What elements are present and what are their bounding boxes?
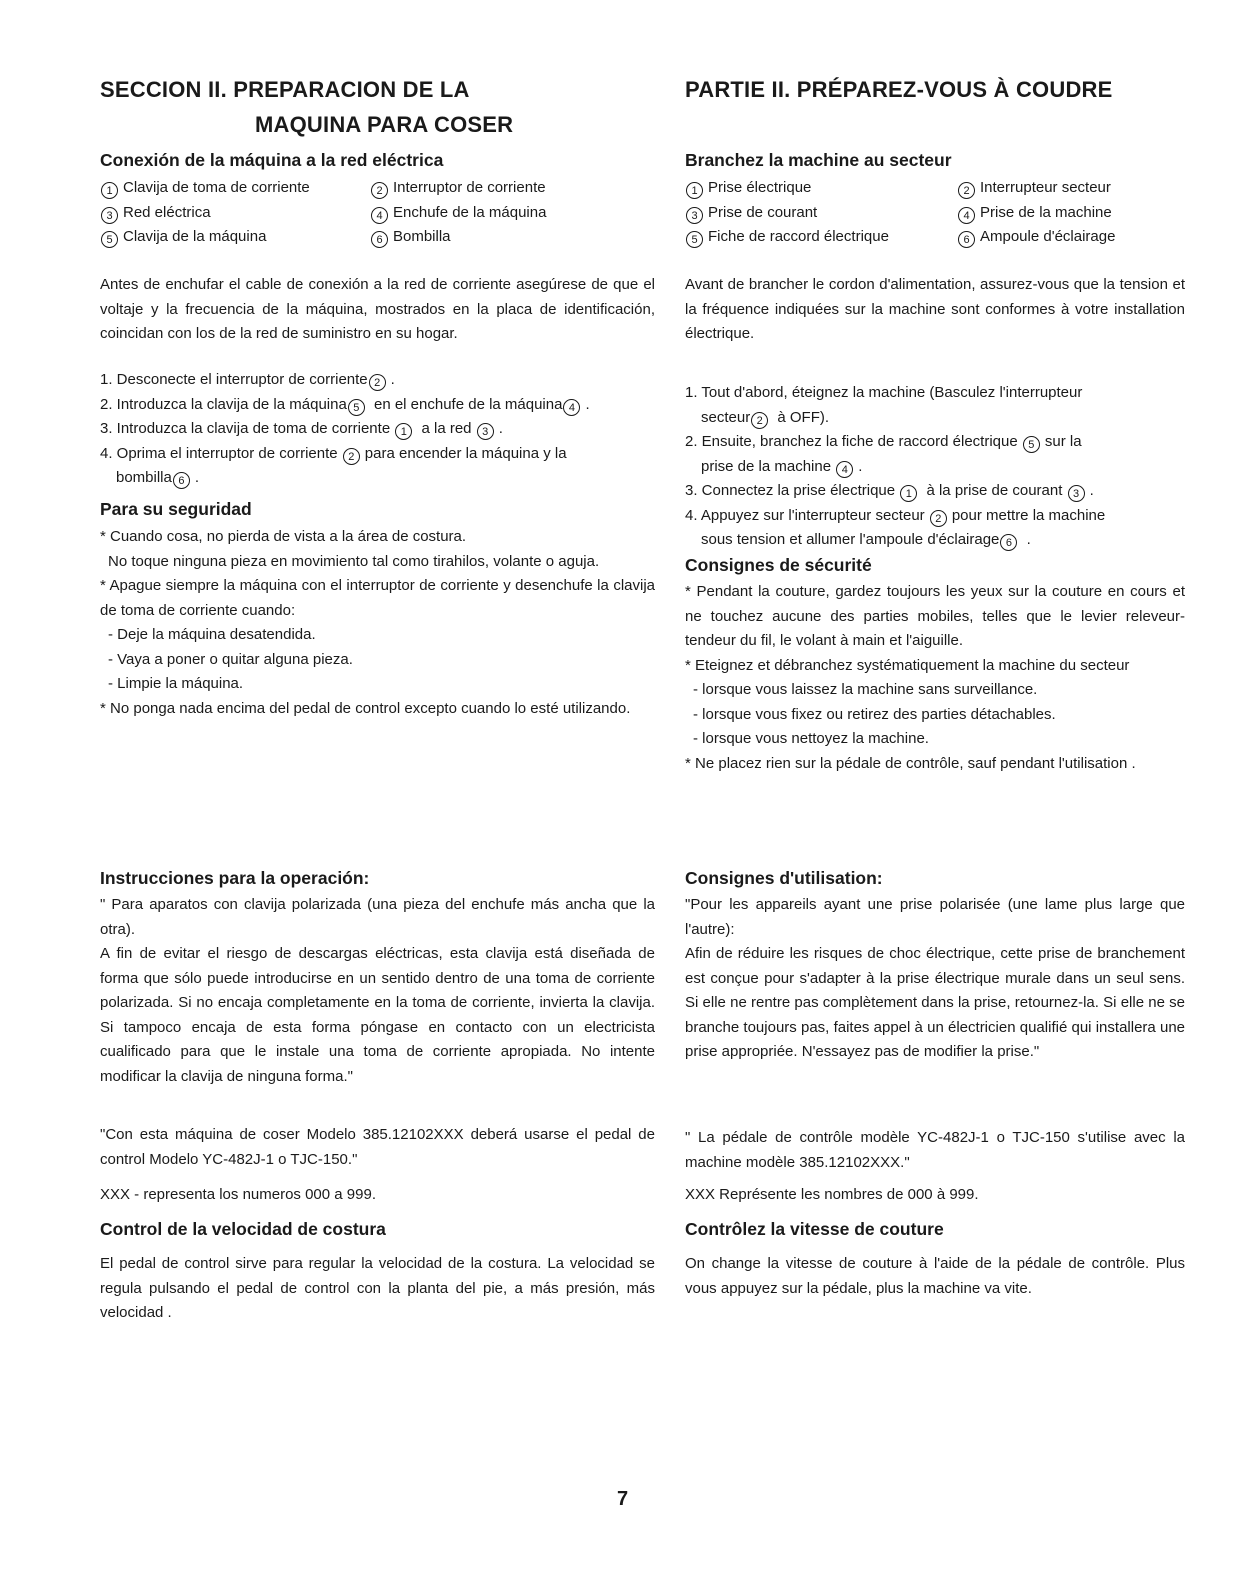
circled-number-icon: 6 [371, 231, 388, 248]
safety-bullet: * Ne placez rien sur la pédale de contrôle, sauf pendant l'utilisation . [685, 754, 1136, 772]
legend-item: 2 Interruptor de corriente [370, 176, 655, 201]
circled-number-icon: 5 [101, 231, 118, 248]
connect-heading: Conexión de la máquina a la red eléctrica [100, 150, 444, 170]
safety-list [685, 580, 1185, 776]
safety-subitem: - lorsque vous fixez ou retirez des parties détachables. [693, 705, 1056, 723]
safety-bullet: * Apague siempre la máquina con el interruptor de corriente y desenchufe la clavija de toma de corriente cuando: [100, 577, 655, 619]
circled-number-icon: 2 [751, 412, 768, 429]
legend-item: 5 Clavija de la máquina [100, 225, 370, 250]
operation-body [100, 893, 655, 1089]
step-item: 4. Appuyez sur l'interrupteur secteur 2 pour mettre la machine [685, 506, 1106, 525]
circled-number-icon: 2 [371, 182, 388, 199]
circled-number-icon: 6 [173, 472, 190, 489]
legend-item: 4 Prise de la machine [957, 201, 1185, 226]
step-item: 1. Tout d'abord, éteignez la machine (Basculez l'interrupteur [685, 384, 1083, 401]
circled-number-icon: 1 [900, 485, 917, 502]
section-title: PARTIE II. PRÉPAREZ-VOUS À COUDRE [685, 77, 1113, 102]
circled-number-icon: 2 [958, 182, 975, 199]
safety-subitem: - Limpie la máquina. [108, 675, 244, 692]
circled-number-icon: 4 [836, 461, 853, 478]
safety-list [100, 525, 655, 721]
circled-number-icon: 1 [101, 182, 118, 199]
page-number: 7 [616, 1488, 629, 1510]
circled-number-icon: 2 [343, 448, 360, 465]
circled-number-icon: 3 [101, 207, 118, 224]
circled-number-icon: 2 [369, 374, 386, 391]
circled-number-icon: 6 [1000, 534, 1017, 551]
circled-number-icon: 5 [686, 231, 703, 248]
step-item-continued: sous tension et allumer l'ampoule d'éclairage 6 . [701, 531, 1031, 549]
connect-intro: Antes de enchufar el cable de conexión a la red de corriente asegúrese de que el voltaje y la frecuencia de la máquina, mostrados en la placa de identificación, coincidan con los de la red de suministro en su hogar. [100, 276, 655, 342]
speed-heading: Control de la velocidad de costura [100, 1219, 386, 1239]
speed-body: El pedal de control sirve para regular la velocidad de la costura. La velocidad se regula pulsando el pedal de control con la planta del pie, a más presión, más velocidad . [100, 1255, 655, 1321]
circled-number-icon: 4 [563, 399, 580, 416]
circled-number-icon: 4 [371, 207, 388, 224]
parts-legend [100, 176, 655, 250]
connect-intro: Avant de brancher le cordon d'alimentation, assurez-vous que la tension et la fréquence indiquées sur la machine sont conformes à votre installation électrique. [685, 276, 1185, 342]
circled-number-icon: 3 [1068, 485, 1085, 502]
model-note: "Con esta máquina de coser Modelo 385.12102XXX deberá usarse el pedal de control Modelo YC-482J-1 o TJC-150." [100, 1126, 655, 1168]
step-item: 4. Oprima el interruptor de corriente 2 para encender la máquina y la [100, 444, 567, 463]
safety-bullet: * No ponga nada encima del pedal de control excepto cuando lo esté utilizando. [100, 699, 631, 717]
legend-item: 2 Interrupteur secteur [957, 176, 1185, 201]
step-item-continued: prise de la machine 4 . [701, 457, 863, 476]
section-title-line2: MAQUINA PARA COSER [255, 112, 514, 137]
legend-item: 1 Prise électrique [685, 176, 957, 201]
safety-subitem: - lorsque vous nettoyez la machine. [693, 730, 929, 747]
steps-list [100, 368, 655, 491]
safety-bullet: * Eteignez et débranchez systématiquement la machine du secteur [685, 656, 1130, 674]
steps-list [685, 381, 1185, 553]
legend-item: 6 Bombilla [370, 225, 655, 250]
safety-bullet: * Cuando cosa, no pierda de vista a la área de costura. [100, 528, 467, 545]
safety-heading: Consignes de sécurité [685, 555, 872, 575]
connect-heading: Branchez la machine au secteur [685, 150, 952, 170]
circled-number-icon: 5 [1023, 436, 1040, 453]
legend-item: 1 Clavija de toma de corriente [100, 176, 370, 201]
operation-heading: Consignes d'utilisation: [685, 868, 883, 888]
step-item-continued: secteur 2 à OFF). [701, 408, 830, 427]
step-item: 2. Ensuite, branchez la fiche de raccord électrique 5 sur la [685, 433, 1082, 451]
legend-item: 3 Prise de courant [685, 201, 957, 226]
circled-number-icon: 4 [958, 207, 975, 224]
circled-number-icon: 3 [477, 423, 494, 440]
safety-heading: Para su seguridad [100, 499, 252, 519]
circled-number-icon: 6 [958, 231, 975, 248]
operation-para: Afin de réduire les risques de choc électrique, cette prise de branchement est conçue pour s'adapter à la prise électrique murale dans un seul sens. Si elle ne rentre pas complètement dans la prise, retournez-la. Si elle ne se branche toujours pas, faites appel à un électricien qualifié qui installera une prise appropriée. N'essayez pas de modifier la prise." [685, 945, 1185, 1060]
operation-heading: Instrucciones para la operación: [100, 868, 370, 888]
safety-bullet: * Pendant la couture, gardez toujours les yeux sur la couture en cours et ne touchez aucune des parties mobiles, telles que le levier releveur-tendeur du fil, le volant à main et l'aiguille. [685, 583, 1185, 649]
circled-number-icon: 1 [686, 182, 703, 199]
section-title-line1: SECCION II. PREPARACION DE LA [100, 77, 470, 102]
step-item-continued: bombilla 6 . [116, 469, 200, 487]
model-note: " La pédale de contrôle modèle YC-482J-1 o TJC-150 s'utilise avec la machine modèle 385.12102XXX." [685, 1129, 1185, 1171]
speed-heading: Contrôlez la vitesse de couture [685, 1219, 944, 1239]
operation-para: "Pour les appareils ayant une prise polarisée (une lame plus large que l'autre): [685, 896, 1185, 938]
safety-subitem: - Vaya a poner o quitar alguna pieza. [108, 650, 353, 668]
safety-subitem: - Deje la máquina desatendida. [108, 626, 316, 643]
xxx-note: XXX Représente les nombres de 000 à 999. [685, 1186, 979, 1203]
legend-item: 3 Red eléctrica [100, 201, 370, 226]
step-item: 2. Introduzca la clavija de la máquina 5 en el enchufe de la máquina 4 . [100, 395, 590, 414]
legend-item: 5 Fiche de raccord électrique [685, 225, 957, 250]
operation-para: A fin de evitar el riesgo de descargas eléctricas, esta clavija está diseñada de forma que sólo puede introducirse en un sentido dentro de una toma de corriente polarizada. Si no encaja completamente en la toma de corriente, invierta la clavija. Si tampoco encaja de esta forma póngase en contacto con un electricista cualificado para que le instale una toma de corriente apropiada. No intente modificar la clavija de ninguna forma." [100, 945, 655, 1085]
step-item: 3. Connectez la prise électrique 1 à la prise de courant 3 . [685, 482, 1094, 500]
safety-subitem: - lorsque vous laissez la machine sans surveillance. [693, 681, 1038, 698]
operation-para: " Para aparatos con clavija polarizada (una pieza del enchufe más ancha que la otra). [100, 896, 655, 938]
operation-body [685, 893, 1185, 1065]
legend-item: 6 Ampoule d'éclairage [957, 225, 1185, 250]
speed-body: On change la vitesse de couture à l'aide de la pédale de contrôle. Plus vous appuyez sur la pédale, plus la machine va vite. [685, 1255, 1185, 1297]
parts-legend [685, 176, 1185, 250]
safety-text: No toque ninguna pieza en movimiento tal como tirahilos, volante o aguja. [108, 552, 600, 570]
circled-number-icon: 2 [930, 510, 947, 527]
step-item: 1. Desconecte el interruptor de corriente 2 . [100, 371, 395, 389]
legend-item: 4 Enchufe de la máquina [370, 201, 655, 226]
circled-number-icon: 5 [348, 399, 365, 416]
circled-number-icon: 1 [395, 423, 412, 440]
step-item: 3. Introduzca la clavija de toma de corriente 1 a la red 3 . [100, 420, 503, 438]
xxx-note: XXX - representa los numeros 000 a 999. [100, 1186, 376, 1203]
circled-number-icon: 3 [686, 207, 703, 224]
